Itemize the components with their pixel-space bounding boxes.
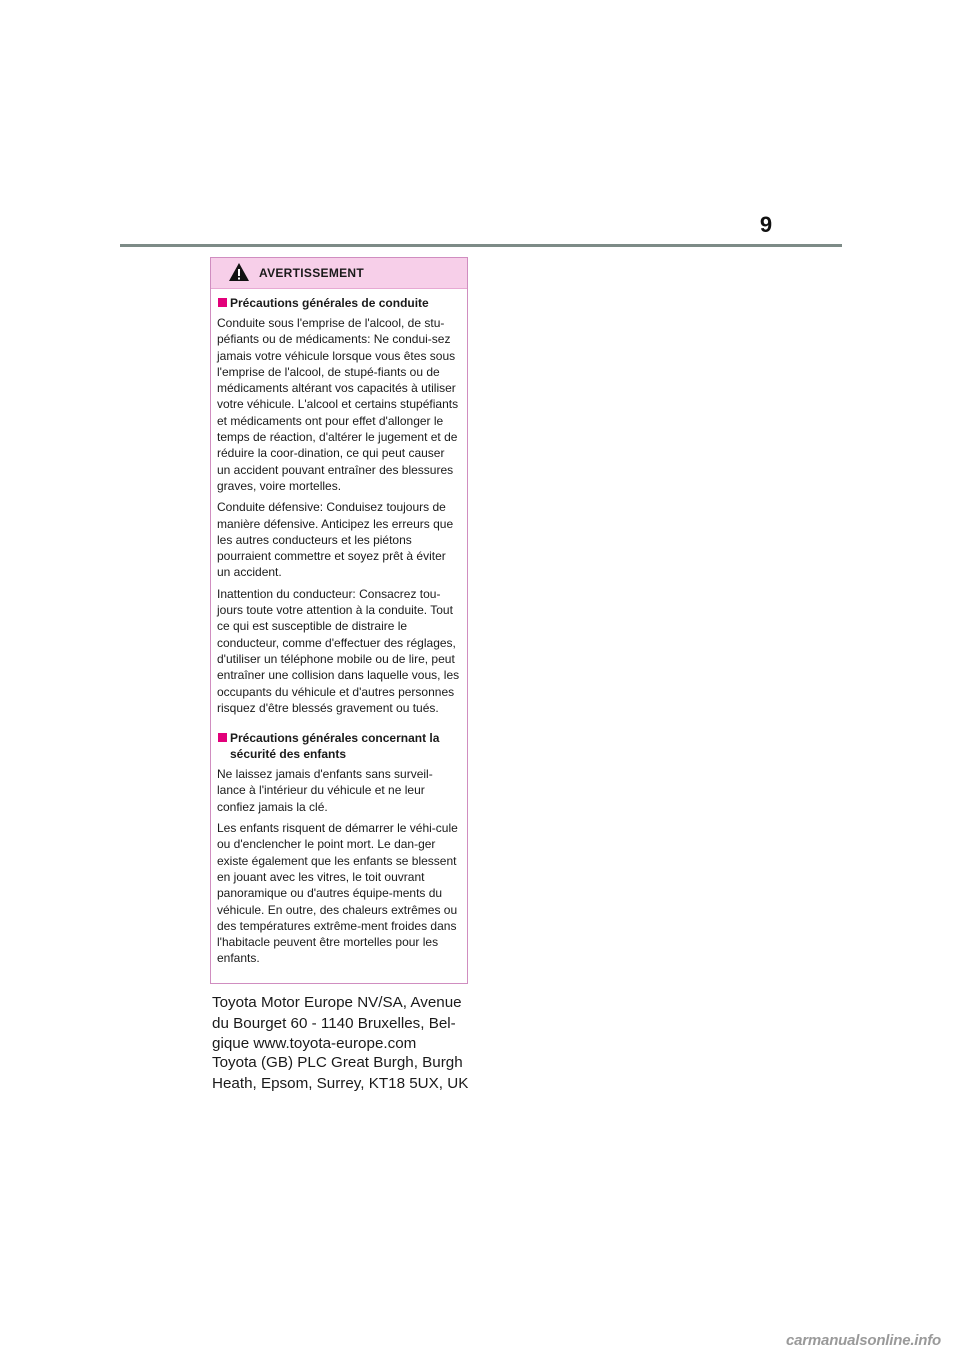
warning-box (210, 257, 468, 984)
section-heading-driving: Précautions générales de conduite (217, 295, 461, 311)
warning-header (211, 258, 467, 289)
address-toyota-gb: Toyota (GB) PLC Great Burgh, Burgh Heath, Epsom, Surrey, KT18 5UX, UK (212, 1054, 469, 1092)
square-bullet-icon (218, 733, 227, 742)
warning-title: AVERTISSEMENT (259, 266, 365, 280)
header-rule (120, 244, 842, 247)
paragraph-children-risks: Les enfants risquent de démarrer le véhi-cule ou d'enclencher le point mort. Le dan-ger existe également que les enfants se blessent en jouant avec les vitres, le toit ouvrant panoramique ou d'autres équipe-ments du véhicule. En outre, des chaleurs extrêmes ou des températures extrême-ment froides dans l'habitacle peuvent être mortelles pour les enfants. (217, 821, 458, 966)
paragraph-driver-inattention: Inattention du conducteur: Consacrez tou-jours toute votre attention à la conduite. Tout ce qui est susceptible de distraire le conducteur, comme d'effectuer des réglages, d'utiliser un téléphone mobile ou de lire, peut entraîner une collision dans laquelle vous, les occupants du véhicule et d'autres personnes risquez d'être blessés gravement ou tués. (217, 586, 460, 715)
paragraph-children-unattended: Ne laissez jamais d'enfants sans surveil-lance à l'intérieur du véhicule et ne leur confiez jamais la clé. (217, 767, 433, 814)
warning-triangle-icon (228, 262, 250, 282)
paragraph-defensive-driving: Conduite défensive: Conduisez toujours de manière défensive. Anticipez les erreurs que les autres conducteurs et les piétons pourraient commettre et soyez prêt à éviter un accident. (217, 500, 454, 580)
watermark: carmanualsonline.info (786, 1332, 941, 1349)
warning-body (211, 289, 467, 967)
square-bullet-icon (218, 298, 227, 307)
address-toyota-europe: Toyota Motor Europe NV/SA, Avenue du Bourget 60 - 1140 Bruxelles, Bel-gique www.toyota-europe.com (212, 994, 462, 1052)
page-number: 9 (759, 212, 773, 237)
section-heading-child-safety: Précautions générales concernant la sécurité des enfants (217, 730, 461, 762)
paragraph-alcohol: Conduite sous l'emprise de l'alcool, de stu-péfiants ou de médicaments: Ne condui-sez jamais votre véhicule lorsque vous êtes sous l'emprise de l'alcool, de stupé-fiants ou de médicaments altérant vos capacités à utiliser votre véhicule. L'alcool et certains stupéfiants et médicaments ont pour effet d'allonger le temps de réaction, d'altérer le jugement et de réduire la coor-dination, ce qui peut causer un accident pouvant entraîner des blessures graves, voire mortelles. (217, 316, 459, 493)
